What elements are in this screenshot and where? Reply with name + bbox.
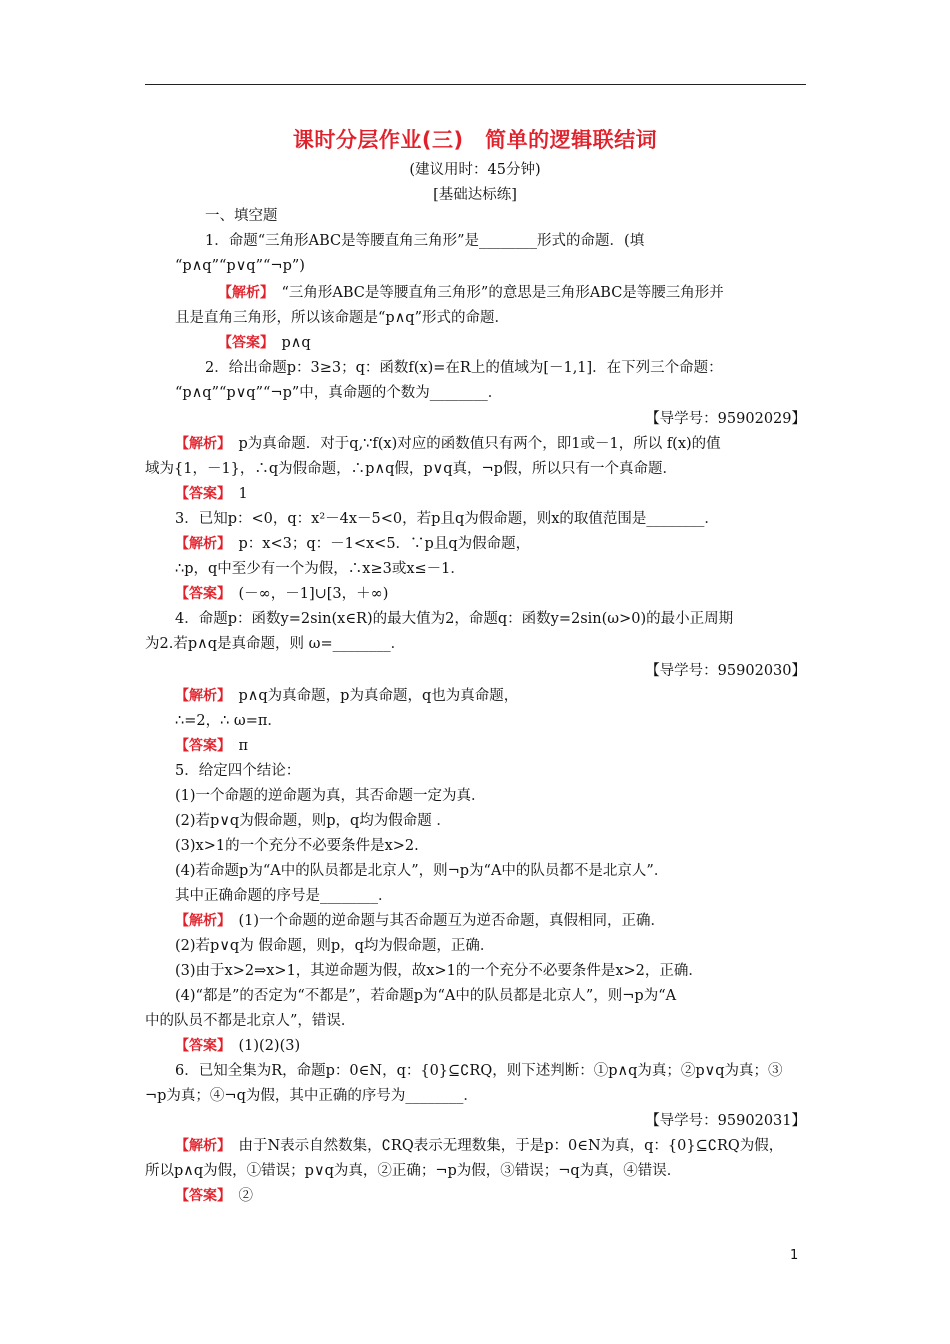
page-number: 1 — [790, 1248, 799, 1263]
analysis-text: p∧q为真命题，p为真命题，q也为真命题， — [238, 688, 519, 704]
analysis-text: 由于N表示自然数集，∁RQ表示无理数集，于是p：0∈N为真，q：{0}⊆∁RQ为假， — [238, 1138, 784, 1154]
analysis-3-line-2: ∴p，q中至少有一个为假，∴x≥3或x≤－1． — [175, 561, 465, 577]
question-1-line-2: “p∧q”“p∨q”“¬p”) — [175, 258, 305, 274]
question-4-line-2: 为2.若p∧q是真命题，则 ω=________． — [145, 636, 406, 652]
analysis-text: “三角形ABC是等腰直角三角形”的意思是三角形ABC是等腰三角形并 — [281, 285, 724, 301]
analysis-5-line-5: 中的队员不都是北京人”，错误． — [145, 1013, 356, 1029]
question-5-line-1: 5．给定四个结论： — [175, 763, 301, 779]
question-5-item-1: (1)一个命题的逆命题为真，其否命题一定为真． — [175, 788, 486, 804]
analysis-tag: 【解析】 — [175, 536, 224, 552]
question-6-line-1: 6．已知全集为R，命题p：0∈N，q：{0}⊆∁RQ，则下述判断：①p∧q为真；②p∨q为真；③ — [175, 1063, 783, 1079]
answer-tag: 【答案】 — [175, 486, 224, 502]
analysis-6-line-2: 所以p∧q为假，①错误；p∨q为真，②正确；¬p为假，③错误；¬q为真，④错误． — [145, 1163, 682, 1179]
answer-6 — [175, 1186, 806, 1206]
answer-tag: 【答案】 — [175, 738, 224, 754]
question-5-item-3: (3)x>1的一个充分不必要条件是x>2. — [175, 838, 419, 854]
question-2-line-2: “p∧q”“p∨q”“¬p”中，真命题的个数为________． — [175, 385, 503, 401]
answer-tag: 【答案】 — [175, 1188, 224, 1204]
analysis-5-line-2: (2)若p∨q为 假命题，则p，q均为假命题，正确． — [175, 938, 495, 954]
question-5-item-4: (4)若命题p为“A中的队员都是北京人”，则¬p为“A中的队员都不是北京人”． — [175, 863, 669, 879]
analysis-3 — [175, 534, 806, 554]
analysis-6 — [175, 1136, 806, 1156]
guide-number: 【导学号：95902031】 — [645, 1113, 806, 1129]
analysis-1 — [218, 283, 806, 303]
answer-3 — [175, 584, 806, 604]
analysis-text: p为真命题．对于q,∵f(x)对应的函数值只有两个，即1或－1，所以 f(x)的值 — [238, 436, 721, 452]
answer-5 — [175, 1036, 806, 1056]
question-3: 3．已知p：<0，q：x²－4x－5<0，若p且q为假命题，则x的取值范围是________． — [175, 511, 719, 527]
answer-4 — [175, 736, 806, 756]
analysis-4-line-2: ∴=2，∴ ω=π． — [175, 713, 282, 729]
analysis-2-line-2: 域为{1，－1}，∴q为假命题，∴p∧q假，p∨q真，¬p假，所以只有一个真命题． — [145, 461, 677, 477]
analysis-text: p：x<3；q：－1<x<5．∵p且q为假命题， — [238, 536, 531, 552]
question-2-line-1: 2．给出命题p：3≥3；q：函数f(x)=在R上的值域为[－1,1]．在下列三个命题： — [205, 360, 723, 376]
analysis-5-line-3: (3)由于x>2⇒x>1，其逆命题为假，故x>1的一个充分不必要条件是x>2，正确． — [175, 963, 703, 979]
answer-text: p∧q — [281, 335, 311, 351]
question-6-line-2: ¬p为真；④¬q为假，其中正确的序号为________． — [145, 1088, 478, 1104]
answer-tag: 【答案】 — [218, 335, 267, 351]
answer-text: π — [238, 738, 249, 754]
header-rule — [145, 84, 806, 85]
guide-number: 【导学号：95902030】 — [645, 663, 806, 679]
page-title: 课时分层作业(三) 简单的逻辑联结词 — [292, 128, 658, 152]
analysis-tag: 【解析】 — [175, 688, 224, 704]
answer-text: ② — [238, 1188, 253, 1204]
answer-text: (1)(2)(3) — [238, 1038, 301, 1054]
analysis-5 — [175, 911, 806, 931]
answer-2 — [175, 484, 806, 504]
answer-text: (－∞，－1]∪[3，＋∞) — [238, 586, 389, 602]
section-heading: [基础达标练] — [433, 187, 517, 203]
guide-number: 【导学号：95902029】 — [645, 411, 806, 427]
answer-text: 1 — [238, 486, 248, 502]
question-5-item-2: (2)若p∨q为假命题，则p，q均为假命题 ． — [175, 813, 451, 829]
analysis-4 — [175, 686, 806, 706]
answer-tag: 【答案】 — [175, 1038, 224, 1054]
analysis-tag: 【解析】 — [175, 436, 224, 452]
analysis-5-line-4: (4)“都是”的否定为“不都是”，若命题p为“A中的队员都是北京人”，则¬p为“A — [175, 988, 677, 1004]
subtitle: (建议用时：45分钟) — [409, 162, 541, 178]
part-heading: 一、填空题 — [205, 208, 278, 224]
question-1-line-1: 1．命题“三角形ABC是等腰直角三角形”是________形式的命题．(填 — [205, 233, 645, 249]
analysis-1-line-2: 且是直角三角形，所以该命题是“p∧q”形式的命题． — [175, 310, 510, 326]
analysis-text: (1)一个命题的逆命题与其否命题互为逆否命题，真假相同，正确． — [238, 913, 666, 929]
analysis-tag: 【解析】 — [175, 1138, 224, 1154]
analysis-tag: 【解析】 — [218, 285, 267, 301]
question-4-line-1: 4．命题p：函数y=2sin(x∈R)的最大值为2，命题q：函数y=2sin(ω>0)的最小正周期 — [175, 611, 734, 627]
answer-1 — [218, 333, 806, 353]
analysis-2 — [175, 434, 806, 454]
analysis-tag: 【解析】 — [175, 913, 224, 929]
answer-tag: 【答案】 — [175, 586, 224, 602]
question-5-prompt: 其中正确命题的序号是________． — [175, 888, 393, 904]
